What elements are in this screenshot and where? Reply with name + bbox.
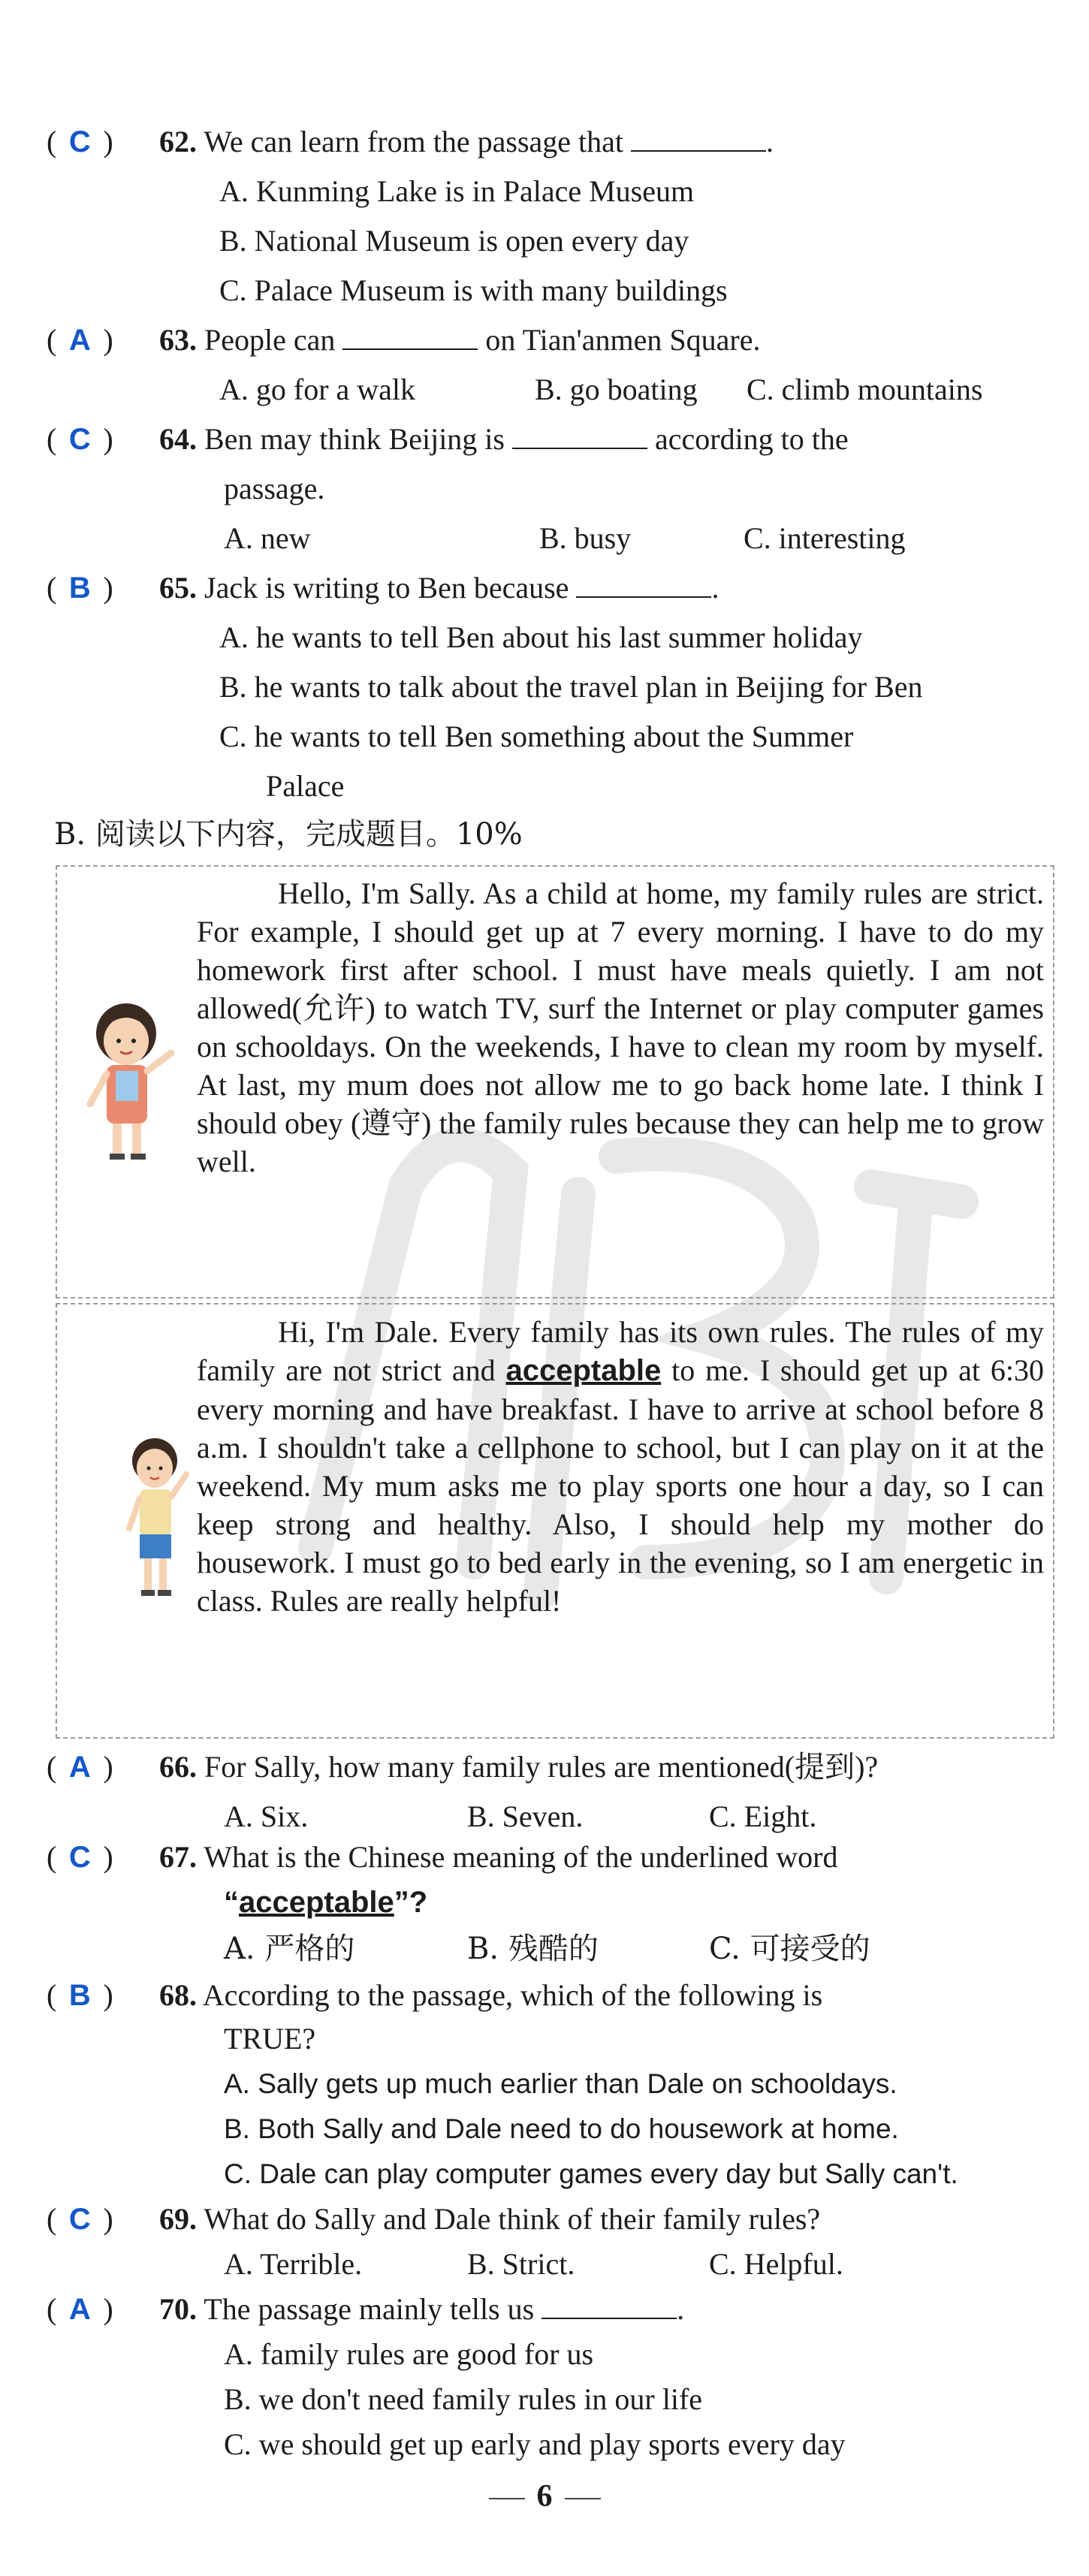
question-stem-line2: TRUE? (224, 2022, 316, 2056)
option-c: C. interesting (744, 521, 906, 555)
answer-letter: B (68, 1979, 91, 2012)
passage-sally-text: Hello, I'm Sally. As a child at home, my family rules are strict. For example, I should get up at 7 every morning. I have to do my homework first after school. I must have meals quietly. I am not allowed(允许) to watch TV, surf the Internet or play computer games on schooldays. On the weekends, I have to clean my room by myself. At last, my mum does not allow me to go back home late. I think I should obey (遵守) the family rules because they can help me to grow well. (197, 876, 1044, 1178)
passage-dale-text (197, 1313, 1044, 1620)
answer-paren: ( A ) (47, 1742, 159, 1792)
question-number: 70. (159, 2292, 197, 2326)
option-b: B. he wants to talk about the travel plan in Beijing for Ben (219, 670, 923, 704)
section-b-title: B. 阅读以下内容，完成题目。10% (54, 817, 523, 852)
answer-letter: A (68, 2293, 91, 2326)
passage-dale (197, 1313, 1044, 1620)
question-69 (47, 2194, 820, 2244)
answer-blank (541, 2285, 677, 2319)
dash-left (489, 2498, 525, 2499)
option-b: B. National Museum is open every day (219, 224, 689, 258)
question-stem: According to the passage, which of the following is (202, 1978, 823, 2012)
question-stem-line2: passage. (224, 472, 325, 505)
option-a: A. Six. (224, 1799, 309, 1833)
boy-illustration (117, 1431, 200, 1603)
option-c: C. Eight. (709, 1799, 817, 1833)
question-stem: We can learn from the passage that (204, 125, 624, 158)
option-b: B. Both Sally and Dale need to do housework at home. (224, 2113, 899, 2144)
option-c: C. 可接受的 (709, 1932, 870, 1966)
passage-dale-part1: Hi, I'm Dale. Every family has its own rules. The rules of my family are not strict and (197, 1315, 1044, 1387)
question-stem-end: . (766, 125, 774, 158)
question-stem: Jack is writing to Ben because (204, 571, 569, 605)
underlined-word-acceptable: acceptable (239, 1886, 394, 1919)
answer-letter: C (68, 125, 91, 158)
answer-blank (342, 315, 478, 350)
answer-letter: C (68, 423, 91, 456)
answer-paren: ( C ) (47, 117, 159, 167)
answer-letter: A (68, 1751, 91, 1784)
answer-letter: B (68, 572, 91, 605)
option-b: B. we don't need family rules in our life (224, 2382, 703, 2416)
question-stem: For Sally, how many family rules are mentioned(提到)? (204, 1750, 879, 1784)
option-c: C. Dale can play computer games every day but Sally can't. (224, 2158, 958, 2189)
question-number: 65. (159, 571, 197, 605)
dash-right (565, 2498, 601, 2499)
passage-dale-part2: to me. I should get up at 6:30 every morning and have breakfast. I have to arrive at school before 8 a.m. I shouldn't take a cellphone to school, but I can play on it at the weekend. My mum asks me to play sports one hour a day, so I can keep strong and healthy. Also, I should help my mother do housework. I must go to bed early in the evening, so I am energetic in class. Rules are really helpful! (197, 1353, 1045, 1618)
question-number: 62. (159, 125, 197, 158)
option-a: A. Terrible. (224, 2247, 363, 2281)
question-stem: The passage mainly tells us (204, 2292, 535, 2326)
open-quote: “ (224, 1886, 239, 1919)
answer-paren: ( A ) (47, 2285, 159, 2334)
question-stem-end: . (677, 2292, 685, 2326)
question-number: 68. (159, 1978, 197, 2012)
option-a: A. Kunming Lake is in Palace Museum (219, 174, 695, 208)
question-number: 66. (159, 1750, 197, 1784)
option-b: B. Seven. (467, 1799, 584, 1833)
option-a: A. Sally gets up much earlier than Dale on schooldays. (224, 2068, 897, 2099)
option-c: C. Helpful. (709, 2247, 843, 2281)
question-stem: What do Sally and Dale think of their family rules? (204, 2202, 821, 2236)
question-67 (47, 1832, 838, 1882)
question-stem-end: according to the (654, 422, 849, 456)
answer-blank (512, 415, 647, 449)
answer-letter: C (68, 2203, 91, 2236)
option-b: B. go boating (535, 373, 698, 406)
question-stem-end: . (711, 571, 719, 605)
page-number-value: 6 (536, 2479, 553, 2514)
question-62 (47, 117, 774, 167)
option-a: A. new (224, 521, 311, 555)
question-number: 64. (159, 422, 197, 456)
question-number: 69. (159, 2202, 197, 2236)
answer-paren: ( B ) (47, 1971, 159, 2020)
question-stem-end: on Tian'anmen Square. (485, 323, 761, 357)
question-stem: People can (204, 323, 336, 357)
question-70 (47, 2285, 684, 2334)
answer-paren: ( A ) (47, 315, 159, 365)
page-number (0, 2478, 1089, 2514)
option-b: B. 残酷的 (467, 1932, 599, 1966)
option-a: A. 严格的 (224, 1932, 355, 1966)
answer-paren: ( C ) (47, 415, 159, 464)
answer-blank (631, 117, 766, 152)
question-number: 67. (159, 1840, 197, 1874)
option-b: B. Strict. (467, 2247, 575, 2281)
girl-illustration (72, 999, 185, 1164)
question-63 (47, 315, 760, 365)
answer-blank (576, 563, 711, 598)
option-c: C. climb mountains (747, 373, 983, 406)
question-stem: What is the Chinese meaning of the underlined word (204, 1840, 838, 1874)
underlined-word-acceptable: acceptable (505, 1354, 662, 1387)
option-b: B. busy (539, 521, 632, 555)
option-a: A. go for a walk (219, 373, 416, 406)
passage-sally (197, 874, 1044, 1181)
option-a: A. he wants to tell Ben about his last summer holiday (219, 620, 863, 654)
answer-letter: A (68, 324, 91, 357)
close-quote: ”? (394, 1886, 428, 1919)
option-c-continued: Palace (266, 769, 345, 803)
question-66 (47, 1742, 878, 1792)
answer-paren: ( C ) (47, 2194, 159, 2244)
option-c: C. we should get up early and play sports every day (224, 2427, 846, 2461)
question-64 (47, 415, 849, 464)
answer-letter: C (68, 1841, 91, 1874)
option-a: A. family rules are good for us (224, 2337, 594, 2371)
question-number: 63. (159, 323, 197, 357)
option-c: C. Palace Museum is with many buildings (219, 273, 728, 307)
answer-paren: ( C ) (47, 1832, 159, 1882)
question-stem: Ben may think Beijing is (204, 422, 505, 456)
option-c: C. he wants to tell Ben something about the Summer (219, 719, 854, 753)
question-stem-line2 (224, 1878, 427, 1927)
question-68 (47, 1971, 822, 2020)
question-65 (47, 563, 719, 613)
answer-paren: ( B ) (47, 563, 159, 613)
